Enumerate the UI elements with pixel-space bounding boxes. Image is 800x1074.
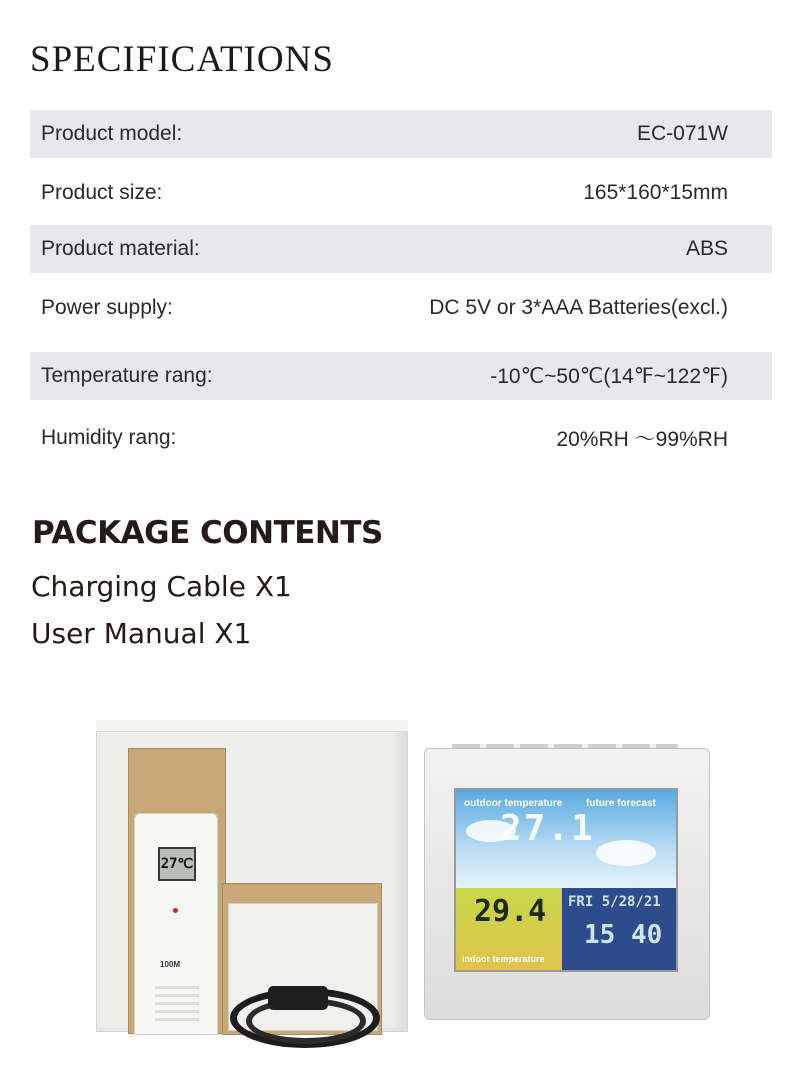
product-photo [0,700,800,1074]
spec-value: -10℃~50℃(14℉~122℉) [490,364,728,388]
package-item-cable: Charging Cable X1 [31,570,292,603]
spec-row-model [30,110,772,158]
spec-label: Power supply: [41,296,173,319]
spec-label: Humidity rang: [41,426,177,449]
lcd-time: 15 40 [584,920,663,950]
spec-label: Product material: [41,237,200,260]
spec-row-size [30,169,772,217]
spec-label: Temperature rang: [41,364,213,387]
lcd-date: FRI 5/28/21 [568,894,661,910]
lcd-indoor-temperature: 29.4 [474,894,547,929]
lcd-clock-panel [562,888,676,972]
spec-row-material [30,225,772,273]
package-contents-title: PACKAGE CONTENTS [32,515,383,551]
outdoor-sensor [134,813,218,1035]
lcd-outdoor-label: outdoor temperature [464,798,563,809]
lcd-indoor-panel [456,888,562,972]
spec-value: 165*160*15mm [583,181,728,204]
lcd-indoor-label: indoor temperature [462,954,545,964]
cloud-icon [596,840,656,866]
spec-value: EC-071W [636,122,728,145]
spec-row-humidity [30,414,772,462]
spec-value: ABS [685,237,728,260]
spec-label: Product model: [41,122,183,145]
specifications-title: SPECIFICATIONS [30,39,334,80]
lcd-sky-panel [456,790,676,888]
spec-value: DC 5V or 3*AAA Batteries(excl.) [429,296,728,319]
spec-label: Product size: [41,181,163,204]
power-adapter [268,986,328,1010]
weather-station-lcd [454,788,678,972]
lcd-outdoor-temperature: 27.1 [500,808,595,849]
sensor-display: 27℃ [158,847,196,881]
packaging-box-flap [96,720,408,732]
spec-value: 20%RH ～99%RH [556,428,728,451]
lcd-forecast-label: future forecast [586,798,657,809]
sensor-range-label: 100M [160,960,181,969]
sensor-vents [155,986,199,1022]
package-item-manual: User Manual X1 [31,617,252,650]
sensor-led-indicator [173,908,178,913]
spec-row-power [30,284,772,332]
spec-row-temperature [30,352,772,400]
